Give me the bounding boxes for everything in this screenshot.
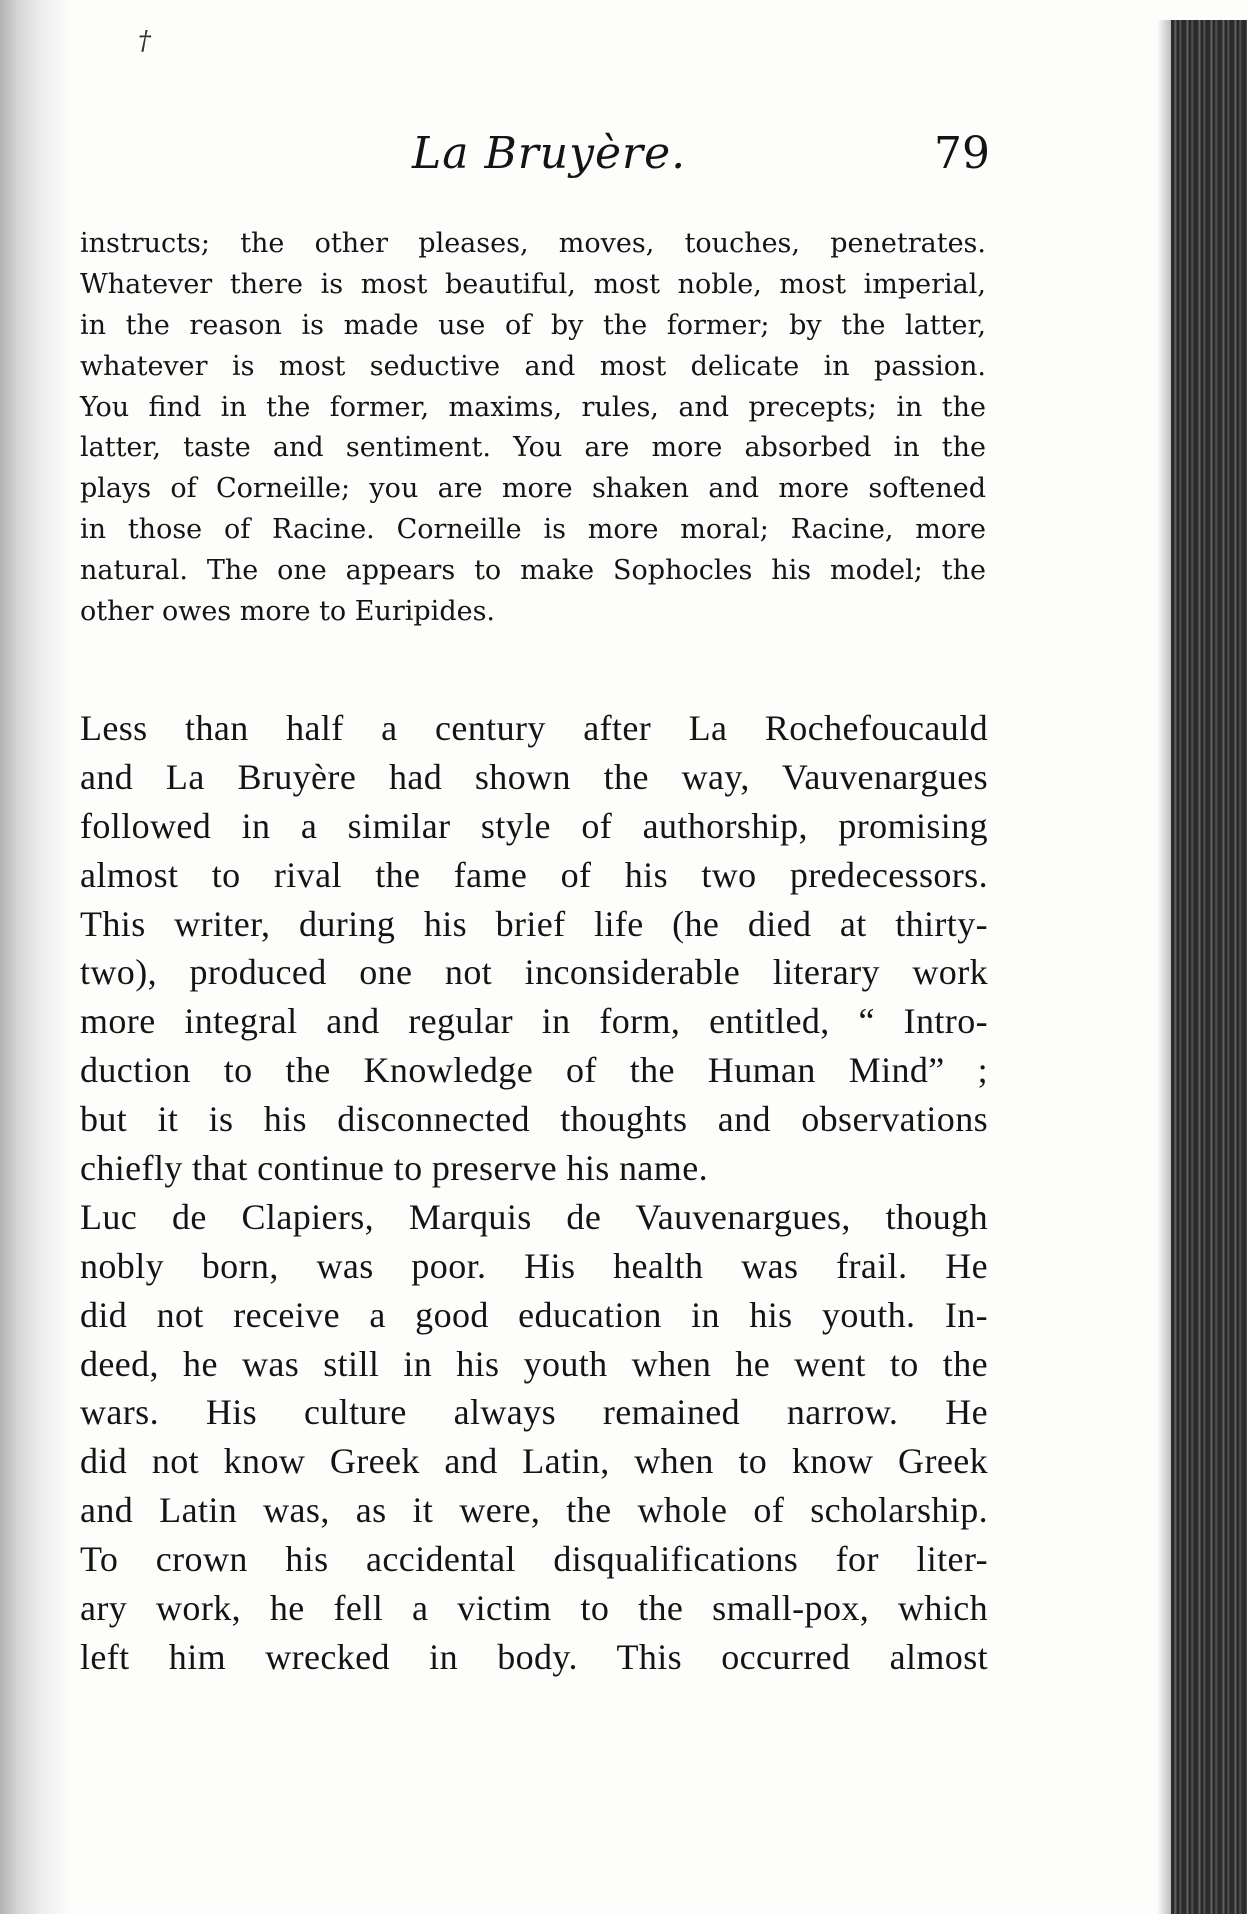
text-line: and La Bruyère had shown the way, Vauvenargues [80, 756, 988, 797]
text-line: wars. His culture always remained narrow. He [80, 1392, 988, 1433]
text-line: followed in a similar style of authorship, promising [80, 805, 988, 846]
text-line: almost to rival the fame of his two predecessors. [80, 854, 988, 895]
quote-line: in the reason is made use of by the former; by the latter, [80, 309, 986, 341]
page-number: 79 [934, 128, 990, 179]
quote-line: other owes more to Euripides. [80, 596, 496, 628]
text-line: deed, he was still in his youth when he went to the [80, 1343, 988, 1384]
paragraph-vauvenargues-biography [80, 1193, 988, 1682]
text-line: and Latin was, as it were, the whole of scholarship. [80, 1490, 988, 1531]
text-line: Luc de Clapiers, Marquis de Vauvenargues, though [80, 1196, 988, 1237]
main-text [80, 704, 988, 1682]
text-line: chiefly that continue to preserve his name. [80, 1148, 708, 1189]
quote-line: You find in the former, maxims, rules, and precepts; in the [80, 391, 986, 423]
quote-line: natural. The one appears to make Sophocles his model; the [80, 555, 986, 587]
paragraph-vauvenargues-intro [80, 704, 988, 1193]
text-line: more integral and regular in form, entitled, “ Intro- [80, 1001, 988, 1042]
text-line: nobly born, was poor. His health was frail. He [80, 1245, 988, 1286]
quoted-passage [80, 224, 986, 633]
quote-line: whatever is most seductive and most delicate in passion. [80, 350, 986, 382]
quote-line: plays of Corneille; you are more shaken and more softened [80, 473, 986, 505]
text-line: ary work, he fell a victim to the small-pox, which [80, 1588, 988, 1629]
running-head [150, 128, 990, 188]
text-line: duction to the Knowledge of the Human Mind” ; [80, 1050, 988, 1091]
text-line: but it is his disconnected thoughts and observations [80, 1099, 988, 1140]
quote-line: latter, taste and sentiment. You are more absorbed in the [80, 432, 986, 464]
text-line: did not know Greek and Latin, when to know Greek [80, 1441, 988, 1482]
quote-line: Whatever there is most beautiful, most noble, most imperial, [80, 268, 986, 300]
scan-gutter-shadow [0, 0, 70, 1914]
quote-line: instructs; the other pleases, moves, touches, penetrates. [80, 228, 986, 259]
text-line: To crown his accidental disqualifications for liter- [80, 1539, 988, 1580]
book-binding-edge [1171, 20, 1247, 1914]
text-line: two), produced one not inconsiderable literary work [80, 952, 988, 993]
running-title: La Bruyère. [412, 128, 687, 179]
stray-print-mark: † [138, 26, 151, 56]
text-line: did not receive a good education in his youth. In- [80, 1294, 988, 1335]
quote-line: in those of Racine. Corneille is more moral; Racine, more [80, 514, 986, 546]
text-line: Less than half a century after La Rochefoucauld [80, 708, 988, 748]
text-line: left him wrecked in body. This occurred almost [80, 1636, 988, 1677]
text-line: This writer, during his brief life (he died at thirty- [80, 903, 988, 944]
